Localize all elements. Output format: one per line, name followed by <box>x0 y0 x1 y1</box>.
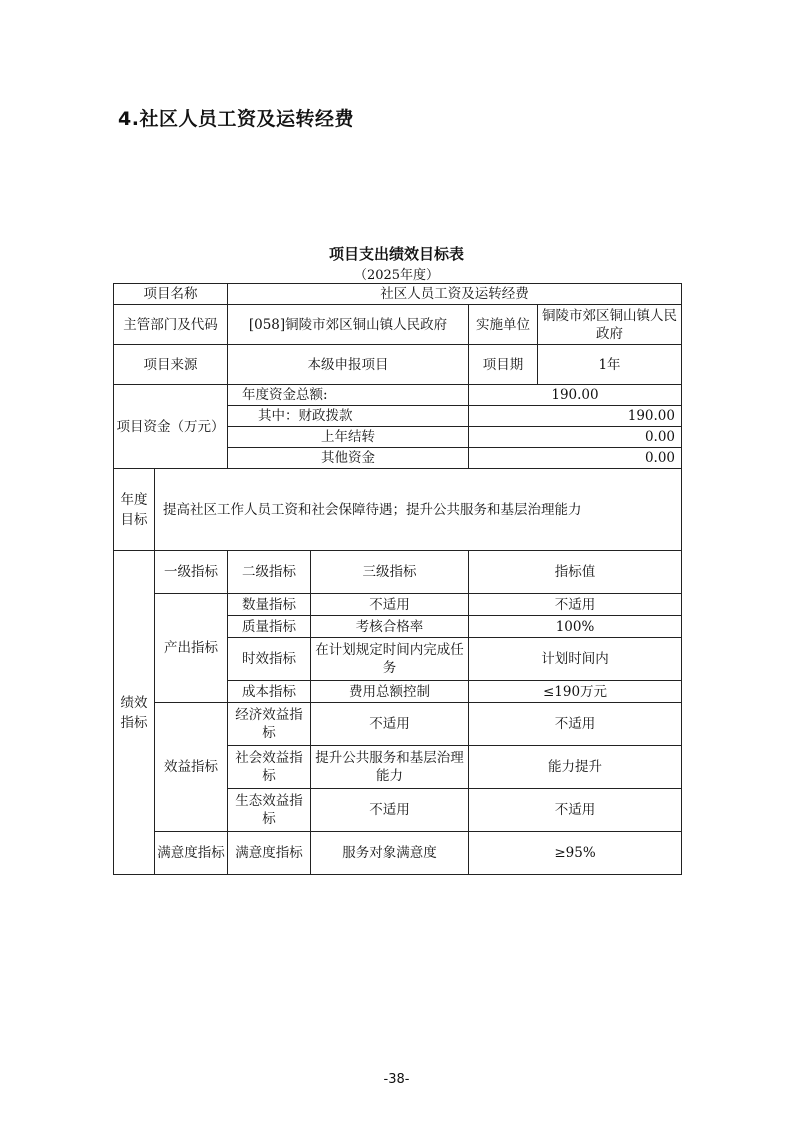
benefit-value: 不适用 <box>469 703 682 746</box>
output-l3: 不适用 <box>311 594 469 616</box>
source-value: 本级申报项目 <box>228 345 469 385</box>
section-heading: 4.社区人员工资及运转经费 <box>118 108 354 130</box>
impl-label: 实施单位 <box>469 305 538 345</box>
table-row <box>114 703 682 746</box>
output-l2: 数量指标 <box>228 594 311 616</box>
table-title: 项目支出绩效目标表 <box>328 245 464 263</box>
benefit-label: 效益指标 <box>155 703 228 832</box>
satisfaction-label: 满意度指标 <box>155 832 228 875</box>
perf-label: 绩效指标 <box>114 551 155 875</box>
funds-fiscal-value: 190.00 <box>469 406 682 427</box>
output-l3: 费用总额控制 <box>311 681 469 703</box>
funds-carry-label: 上年结转 <box>228 427 469 448</box>
output-l2: 时效指标 <box>228 638 311 681</box>
satisfaction-l2: 满意度指标 <box>228 832 311 875</box>
table-row <box>114 832 682 875</box>
benefit-l3: 提升公共服务和基层治理能力 <box>311 746 469 789</box>
output-l3: 在计划规定时间内完成任务 <box>311 638 469 681</box>
header-level3: 三级指标 <box>311 551 469 594</box>
output-value: ≤190万元 <box>469 681 682 703</box>
header-value: 指标值 <box>469 551 682 594</box>
funds-fiscal-label: 其中：财政拨款 <box>228 406 469 427</box>
table-row <box>114 345 682 385</box>
period-value: 1年 <box>538 345 682 385</box>
funds-carry-value: 0.00 <box>469 427 682 448</box>
output-label: 产出指标 <box>155 594 228 703</box>
output-l2: 成本指标 <box>228 681 311 703</box>
output-value: 计划时间内 <box>469 638 682 681</box>
benefit-l2: 经济效益指标 <box>228 703 311 746</box>
funds-total-label: 年度资金总额: <box>228 385 469 406</box>
benefit-l2: 社会效益指标 <box>228 746 311 789</box>
benefit-value: 能力提升 <box>469 746 682 789</box>
performance-table <box>113 283 682 875</box>
output-l2: 质量指标 <box>228 616 311 638</box>
page-number: -38- <box>383 1072 410 1087</box>
satisfaction-l3: 服务对象满意度 <box>311 832 469 875</box>
table-row <box>114 551 682 594</box>
table-row <box>114 594 682 616</box>
output-value: 100% <box>469 616 682 638</box>
goal-label: 年度目标 <box>114 469 155 551</box>
table-row <box>114 385 682 406</box>
header-level2: 二级指标 <box>228 551 311 594</box>
source-label: 项目来源 <box>114 345 228 385</box>
table-subtitle: （2025年度） <box>353 268 440 283</box>
output-l3: 考核合格率 <box>311 616 469 638</box>
benefit-value: 不适用 <box>469 789 682 832</box>
satisfaction-value: ≥95% <box>469 832 682 875</box>
header-level1: 一级指标 <box>155 551 228 594</box>
impl-value: 铜陵市郊区铜山镇人民政府 <box>538 305 682 345</box>
funds-other-value: 0.00 <box>469 448 682 469</box>
goal-text: 提高社区工作人员工资和社会保障待遇；提升公共服务和基层治理能力 <box>155 469 682 551</box>
project-name-value: 社区人员工资及运转经费 <box>228 284 682 305</box>
period-label: 项目期 <box>469 345 538 385</box>
table-row <box>114 305 682 345</box>
benefit-l3: 不适用 <box>311 703 469 746</box>
benefit-l2: 生态效益指标 <box>228 789 311 832</box>
funds-total-value: 190.00 <box>469 385 682 406</box>
dept-value: [058]铜陵市郊区铜山镇人民政府 <box>228 305 469 345</box>
table-row <box>114 469 682 551</box>
table-row <box>114 284 682 305</box>
funds-other-label: 其他资金 <box>228 448 469 469</box>
funds-label: 项目资金（万元） <box>114 385 228 469</box>
benefit-l3: 不适用 <box>311 789 469 832</box>
project-name-label: 项目名称 <box>114 284 228 305</box>
dept-label: 主管部门及代码 <box>114 305 228 345</box>
output-value: 不适用 <box>469 594 682 616</box>
